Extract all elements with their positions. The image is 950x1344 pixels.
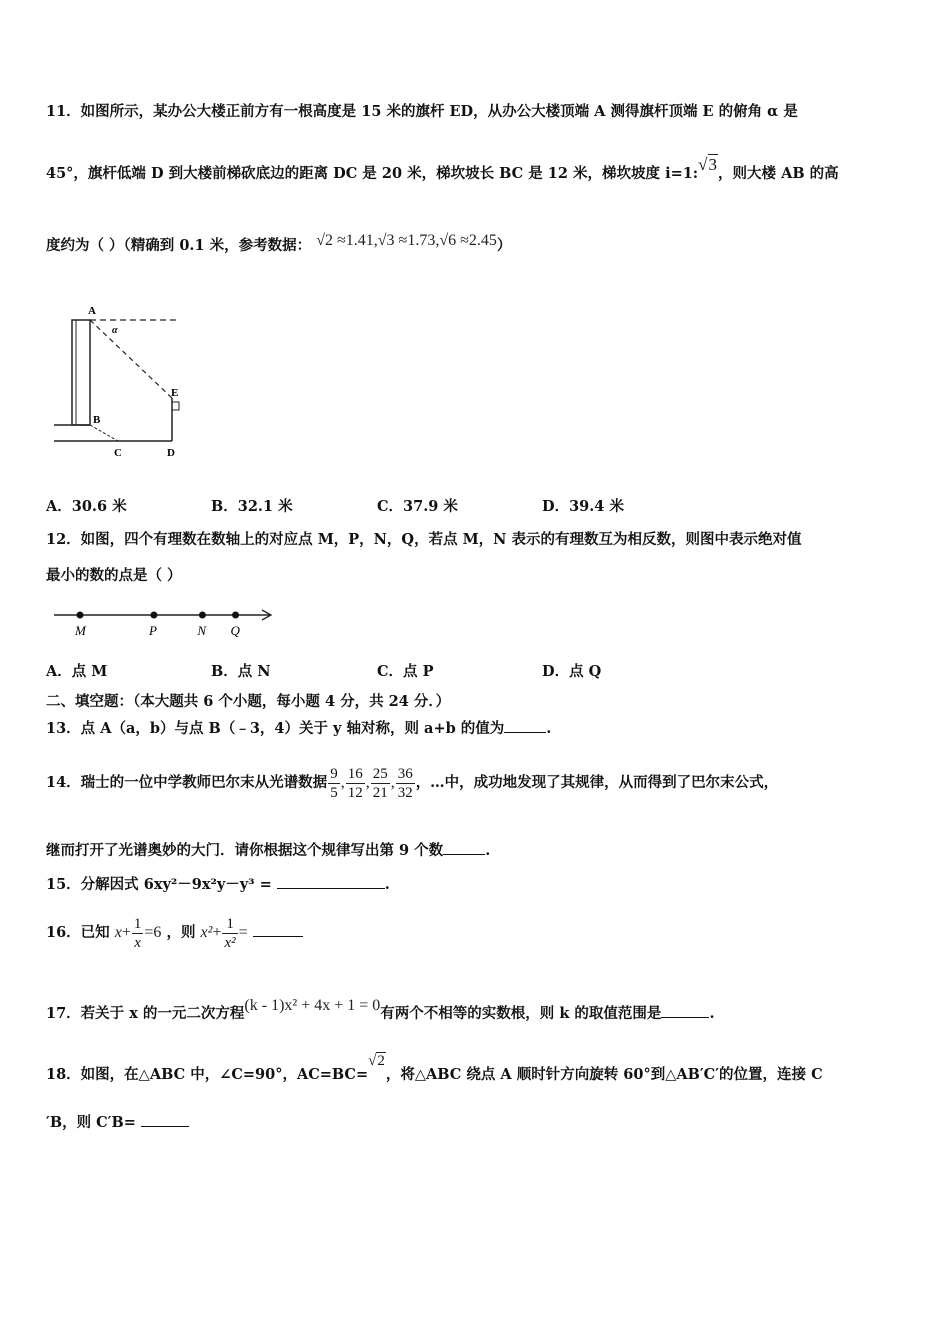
q11-line3 (46, 232, 512, 256)
fraction-4 (396, 765, 415, 802)
q11-line3-end: ） (496, 237, 512, 254)
q11-line2-end: ，则大楼 AB 的高 (718, 165, 839, 182)
q14-line1-end: ，…中，成功地发现了其规律，从而得到了巴尔末公式， (415, 774, 779, 791)
axis-label-p: P (148, 623, 157, 638)
fraction-1-den: 5 (330, 784, 338, 801)
q16-plus: + (121, 924, 131, 941)
sqrt3-expression: √3 (698, 155, 718, 174)
q12-line2: 最小的数的点是（ ） (46, 567, 182, 584)
q13-text: 13．点 A（a，b）与点 B（﹣3，4）关于 y 轴对称，则 a+b 的值为 (46, 720, 505, 737)
q16-frac2-den: x² (224, 934, 236, 951)
q18-answer-blank[interactable] (141, 1112, 189, 1127)
q16-x-squared: x² (200, 924, 213, 941)
q16-fraction-1-over-x2 (222, 915, 237, 952)
q14-line1: 14．瑞士的一位中学教师巴尔末从光谱数据 $\frac{9}{5}$ , $\frac{16}{12}$ , $\frac{25}{21}$ , $\frac{36}{32}$ ，…中，成功地发现了其规律，从而得到了巴尔末公式， (46, 765, 779, 801)
q11-line2 (46, 155, 839, 184)
fraction-2-num: 16 (347, 765, 363, 782)
q16-frac1-num: 1 (133, 915, 142, 932)
q11-option-d[interactable]: D．39.4 米 (542, 498, 624, 515)
q16-x: x (114, 924, 122, 941)
sqrt2-radicand: 2 (377, 1053, 385, 1069)
q16-eq6: =6 (144, 924, 162, 941)
label-d: D (167, 447, 175, 459)
q16-fraction-1-over-x (132, 915, 144, 952)
q16-then: ，则 (166, 924, 196, 941)
q15: 15．分解因式 6xy²－9x²y－y³ = . (46, 876, 390, 893)
fraction-3 (371, 765, 390, 802)
q17-prefix: 17．若关于 x 的一元二次方程 (46, 1005, 245, 1022)
q14-line1-text: 14．瑞士的一位中学教师巴尔末从光谱数据 (46, 774, 328, 791)
q12-option-d[interactable]: D．点 Q (542, 663, 602, 680)
q18-line2 (46, 1112, 189, 1133)
flag-icon (172, 402, 179, 410)
q17: 17．若关于 x 的一元二次方程(k - 1)x² + 4x + 1 = 0有两个不相等的实数根，则 k 的取值范围是 . (46, 997, 715, 1022)
label-b: B (93, 414, 101, 426)
q11-reference-data: √2 ≈1.41,√3 ≈1.73,√6 ≈2.45 (316, 232, 497, 249)
fraction-4-den: 32 (397, 784, 413, 801)
q11-line1: 11．如图所示，某办公大楼正前方有一根高度是 15 米的旗杆 ED，从办公大楼顶端 A 测得旗杆顶端 E 的俯角 α 是 (46, 103, 798, 120)
axis-point-p (150, 612, 157, 619)
q12-option-b[interactable]: B．点 N (211, 663, 271, 680)
axis-point-q (232, 612, 239, 619)
q11-option-b[interactable]: B．32.1 米 (211, 498, 293, 515)
q11-option-c[interactable]: C．37.9 米 (377, 498, 458, 515)
sqrt3-radicand: 3 (708, 155, 718, 174)
q12-number-line (50, 600, 280, 645)
axis-label-n: N (197, 623, 207, 638)
q13: 13．点 A（a，b）与点 B（﹣3，4）关于 y 轴对称，则 a+b 的值为 . (46, 720, 552, 737)
fraction-3-den: 21 (372, 784, 388, 801)
axis-point-n (199, 612, 206, 619)
q11-line2-text: 45°，旗杆低端 D 到大楼前梯砍底边的距离 DC 是 20 米，梯坎坡长 BC 是 12 米，梯坎坡度 i=1: (46, 165, 699, 182)
q17-equation: (k - 1)x² + 4x + 1 = 0 (244, 997, 381, 1014)
label-e: E (171, 387, 179, 399)
label-a: A (88, 305, 96, 317)
q11-building-figure (46, 300, 206, 470)
q17-suffix: 有两个不相等的实数根，则 k 的取值范围是 (380, 1005, 662, 1022)
fraction-3-num: 25 (372, 765, 388, 782)
q12-option-a[interactable]: A．点 M (46, 663, 108, 680)
q16 (46, 910, 303, 956)
label-alpha: α (112, 325, 118, 336)
q14-line2: 继而打开了光谱奥妙的大门．请你根据这个规律写出第 9 个数 . (46, 842, 491, 859)
axis-label-m: M (75, 623, 86, 638)
building-rect (72, 320, 90, 425)
fraction-1-num: 9 (330, 765, 338, 782)
q14-answer-blank[interactable] (443, 840, 485, 855)
q11-option-a[interactable]: A．30.6 米 (46, 498, 127, 515)
axis-point-m (77, 612, 84, 619)
q16-answer-blank[interactable] (253, 922, 303, 937)
q18-line1-text: 18．如图，在△ABC 中，∠C=90°，AC=BC= (46, 1066, 369, 1083)
q16-frac2-num: 1 (222, 915, 237, 934)
label-c: C (114, 447, 122, 459)
depression-sight-line (90, 320, 172, 398)
q17-answer-blank[interactable] (661, 1003, 709, 1018)
q12-option-c[interactable]: C．点 P (377, 663, 434, 680)
q15-answer-blank[interactable] (277, 874, 385, 889)
q18-line1 (46, 1053, 823, 1085)
q13-answer-blank[interactable] (504, 718, 546, 733)
q16-prefix: 16．已知 (46, 924, 110, 941)
fraction-4-num: 36 (397, 765, 413, 782)
q14-line2-text: 继而打开了光谱奥妙的大门．请你根据这个规律写出第 9 个数 (46, 842, 444, 859)
q16-plus-2: + (212, 924, 222, 941)
q18-line2-text: ′B，则 C′B= (46, 1114, 136, 1131)
slope-bc (90, 425, 118, 441)
q11-line3-text: 度约为（ ）（精确到 0.1 米，参考数据： (46, 237, 312, 254)
sqrt2-expression: √2 (368, 1053, 385, 1069)
fraction-2-den: 12 (347, 784, 363, 801)
q16-frac1-den: x (134, 934, 141, 951)
q12-line1: 12．如图，四个有理数在数轴上的对应点 M，P，N，Q，若点 M，N 表示的有理数互为相反数，则图中表示绝对值 (46, 531, 802, 548)
fraction-1 (328, 765, 340, 802)
fraction-2 (346, 765, 365, 802)
q15-text: 15．分解因式 6xy²－9x²y－y³ = (46, 876, 272, 893)
q16-eq: = (238, 924, 248, 941)
q18-line1-end: ，将△ABC 绕点 A 顺时针方向旋转 60°到△AB′C′的位置，连接 C (385, 1066, 823, 1083)
axis-label-q: Q (230, 623, 240, 638)
section-2-heading: 二、填空题：（本大题共 6 个小题，每小题 4 分，共 24 分．） (46, 693, 451, 710)
